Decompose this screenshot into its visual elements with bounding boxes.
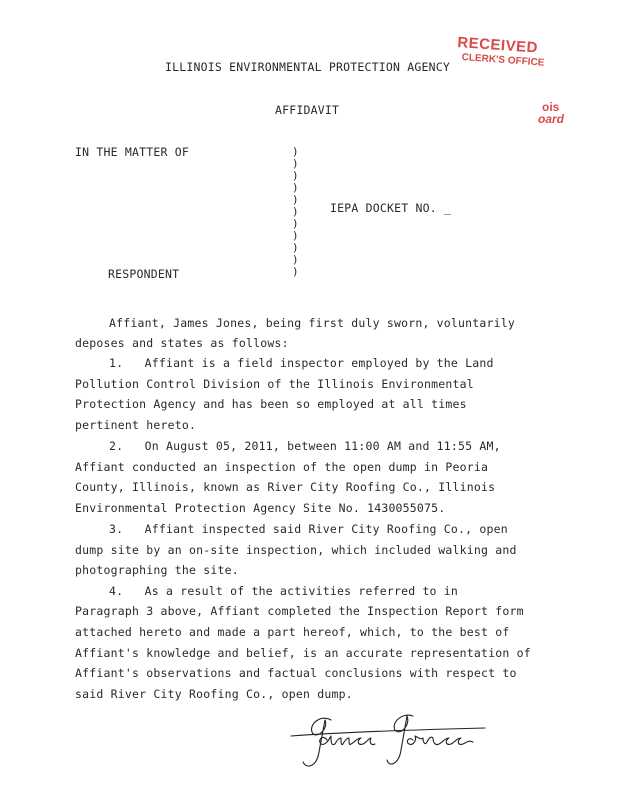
paragraph-4-line: said River City Roofing Co., open dump. [75, 687, 353, 701]
intro-line: deposes and states as follows: [75, 336, 289, 350]
paragraph-4-line: Affiant's observations and factual conclusions with respect to [75, 666, 517, 680]
signature [285, 706, 495, 778]
respondent-label: RESPONDENT [108, 267, 180, 281]
paragraph-4-line: 4. As a result of the activities referred to in [109, 584, 459, 598]
paragraph-1-line: Protection Agency and has been so employed at all times [75, 397, 467, 411]
paragraph-3-line: dump site by an on-site inspection, which included walking and [75, 543, 517, 557]
docket-label: IEPA DOCKET NO. _ [330, 201, 452, 215]
paragraph-4-line: Paragraph 3 above, Affiant completed the Inspection Report form [75, 604, 524, 618]
paragraph-2-line: County, Illinois, known as River City Roofing Co., Illinois [75, 480, 496, 494]
paragraph-1-line: Pollution Control Division of the Illinois Environmental [75, 377, 474, 391]
paragraph-4-line: Affiant's knowledge and belief, is an accurate representation of [75, 646, 531, 660]
paragraph-1-line: pertinent hereto. [75, 418, 197, 432]
document-title: AFFIDAVIT [275, 103, 340, 117]
paragraph-4-line: attached hereto and made a part hereof, which, to the best of [75, 625, 510, 639]
matter-label: IN THE MATTER OF [75, 145, 189, 159]
paragraph-2-line: Affiant conducted an inspection of the open dump in Peoria [75, 460, 489, 474]
paragraph-3-line: photographing the site. [75, 563, 239, 577]
paragraph-1-line: 1. Affiant is a field inspector employed by the Land [109, 356, 494, 370]
agency-heading: ILLINOIS ENVIRONMENTAL PROTECTION AGENCY [165, 60, 450, 74]
stamp-fragment-1: ois [542, 100, 560, 114]
paragraph-2-line: Environmental Protection Agency Site No. 1430055075. [75, 501, 446, 515]
received-stamp: RECEIVED [456, 34, 539, 57]
intro-line: Affiant, James Jones, being first duly sworn, voluntarily [109, 316, 516, 330]
stamp-fragment-2: oard [538, 112, 565, 126]
paragraph-2-line: 2. On August 05, 2011, between 11:00 AM and 11:55 AM, [109, 439, 501, 453]
clerks-office-stamp: CLERK'S OFFICE [461, 52, 545, 69]
paragraph-3-line: 3. Affiant inspected said River City Roofing Co., open [109, 522, 508, 536]
